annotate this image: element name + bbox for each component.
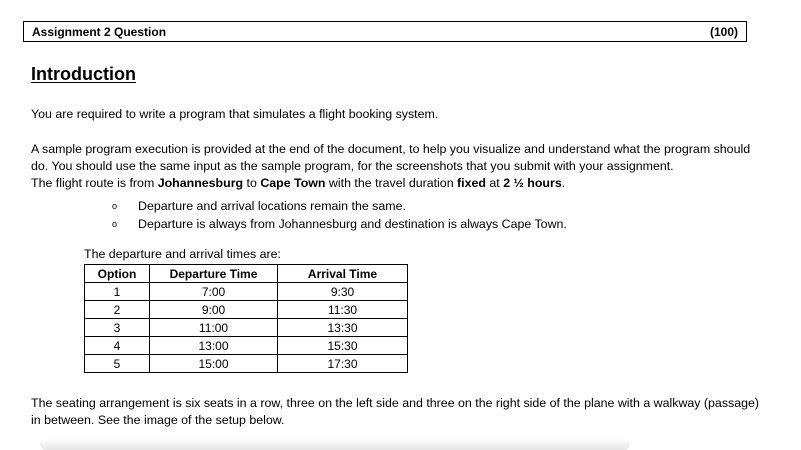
table-cell: 11:30 bbox=[278, 301, 408, 319]
question-marks: (100) bbox=[709, 24, 738, 39]
route-prefix: The flight route is from bbox=[31, 176, 158, 190]
list-item bbox=[112, 197, 567, 215]
route-end: . bbox=[561, 176, 566, 190]
table-row bbox=[85, 283, 408, 301]
table-cell: 9:30 bbox=[278, 283, 408, 301]
table-cell: 13:30 bbox=[278, 319, 408, 337]
table-row bbox=[85, 337, 408, 355]
sample-text: A sample program execution is provided at the end of the document, to help you visualize and understand what the program should do. You should use the same input as the sample program, for the screenshots that you submit with your assignment. bbox=[31, 142, 751, 173]
column-header: Option bbox=[85, 265, 150, 283]
table-cell: 3 bbox=[85, 319, 150, 337]
table-cell: 15:00 bbox=[150, 355, 278, 373]
image-edge bbox=[40, 438, 630, 450]
intro-paragraph: You are required to write a program that simulates a flight booking system. bbox=[31, 107, 439, 121]
route-at: at bbox=[485, 176, 504, 190]
bullet-circle-icon: o bbox=[112, 201, 118, 211]
bullet-text: Departure and arrival locations remain the same. bbox=[138, 199, 406, 213]
question-title: Assignment 2 Question bbox=[32, 24, 167, 39]
list-item bbox=[112, 215, 567, 233]
table-cell: 15:30 bbox=[278, 337, 408, 355]
table-cell: 4 bbox=[85, 337, 150, 355]
table-row bbox=[85, 355, 408, 373]
route-middle: with the travel duration bbox=[325, 176, 458, 190]
column-header: Arrival Time bbox=[278, 265, 408, 283]
table-cell: 13:00 bbox=[150, 337, 278, 355]
route-fixed: fixed bbox=[457, 176, 486, 190]
route-destination: Cape Town bbox=[260, 176, 326, 190]
bullet-list bbox=[112, 197, 567, 233]
route-origin: Johannesburg bbox=[157, 176, 244, 190]
table-caption: The departure and arrival times are: bbox=[84, 247, 281, 261]
section-title: Introduction bbox=[31, 64, 136, 84]
seating-paragraph: The seating arrangement is six seats in a row, three on the left side and three on the right side of the plane with a walkway (passage) in between. See the image of the setup below. bbox=[31, 396, 760, 427]
route-duration: 2 ½ hours bbox=[503, 176, 562, 190]
flight-times-table bbox=[84, 264, 408, 373]
bullet-circle-icon: o bbox=[112, 219, 118, 229]
column-header: Departure Time bbox=[150, 265, 278, 283]
table-cell: 2 bbox=[85, 301, 150, 319]
table-cell: 7:00 bbox=[150, 283, 278, 301]
table-row bbox=[85, 301, 408, 319]
question-header bbox=[23, 21, 747, 42]
route-to: to bbox=[243, 176, 261, 190]
table-cell: 17:30 bbox=[278, 355, 408, 373]
table-cell: 5 bbox=[85, 355, 150, 373]
table-cell: 1 bbox=[85, 283, 150, 301]
sample-paragraph bbox=[31, 141, 766, 192]
bullet-text: Departure is always from Johannesburg and destination is always Cape Town. bbox=[138, 217, 567, 231]
table-cell: 9:00 bbox=[150, 301, 278, 319]
table-row bbox=[85, 319, 408, 337]
table-cell: 11:00 bbox=[150, 319, 278, 337]
table-header-row bbox=[85, 265, 408, 283]
